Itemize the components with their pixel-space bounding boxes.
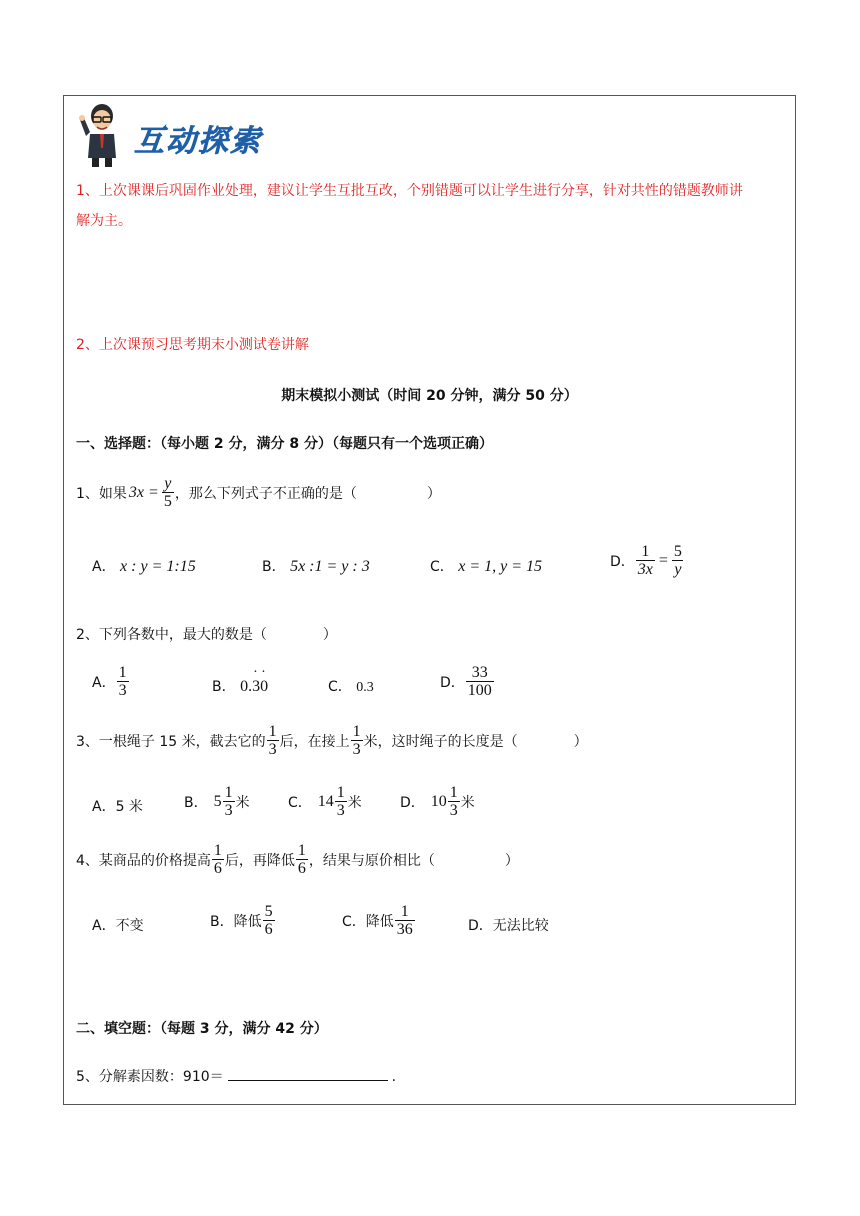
q2-b-label: B． — [212, 679, 236, 695]
q2-a-den: 3 — [118, 682, 127, 699]
section-1-heading: 一、选择题：（每小题 2 分，满分 8 分）（每题只有一个选项正确） — [76, 436, 493, 452]
q4-d-label: D． — [468, 918, 493, 934]
q3-c-frac — [335, 784, 347, 819]
q3-frac-1 — [267, 723, 279, 758]
note-1-line-2: 解为主。 — [76, 213, 132, 229]
q2-d-label: D． — [440, 674, 465, 691]
page-frame — [63, 95, 796, 1105]
q1-option-d — [610, 543, 685, 578]
q1-option-c — [430, 556, 542, 576]
note-1-line-1: 1、上次课课后巩固作业处理，建议让学生互批互改，个别错题可以让学生进行分享，针对共性的错题教师讲 — [76, 183, 743, 199]
q2-b-digit-2: · 0 — [260, 678, 268, 695]
q5-answer-blank[interactable] — [228, 1066, 388, 1081]
q1-d-label: D． — [610, 553, 635, 570]
q4-part-1: 4、某商品的价格提高 — [76, 852, 211, 869]
q4-b-den: 6 — [264, 921, 273, 938]
q4-c-den: 36 — [396, 921, 413, 938]
q1-prefix: 1、如果 — [76, 485, 127, 502]
q4-option-b — [210, 903, 276, 938]
q1-b-label: B． — [262, 559, 286, 575]
q3-c-label: C． — [288, 794, 312, 811]
q1-c-text: x = 1, y = 15 — [458, 558, 543, 575]
q1-suffix: ，那么下列式子不正确的是（ ） — [174, 485, 441, 502]
q4-option-d — [468, 915, 549, 935]
q5-stem-text: 5、分解素因数：910＝ — [76, 1069, 224, 1085]
q3-c-den: 3 — [336, 802, 345, 819]
q4-a-text: 不变 — [115, 918, 144, 934]
banner-title: 互动探索 — [134, 124, 262, 159]
q4-a-label: A． — [92, 918, 116, 934]
q1-frac-num: y — [164, 475, 172, 492]
q3-c-num: 1 — [336, 784, 345, 801]
q4-b-frac — [263, 903, 275, 938]
question-2-stem: 2、下列各数中，最大的数是（ ） — [76, 627, 337, 643]
q3-b-unit: 米 — [235, 794, 250, 811]
q4-f2-num: 1 — [297, 842, 306, 859]
q3-option-c — [288, 784, 362, 819]
q3-b-label: B． — [184, 794, 208, 811]
q4-f2-den: 6 — [297, 860, 306, 877]
q3-option-d — [400, 784, 475, 819]
question-5-stem — [76, 1066, 396, 1086]
q3-frac-2 — [351, 723, 363, 758]
q3-f2-den: 3 — [352, 741, 361, 758]
q2-option-a — [92, 664, 130, 699]
section-banner — [76, 100, 276, 166]
q1-d-den-1: 3x — [637, 561, 653, 578]
q4-f1-num: 1 — [213, 842, 222, 859]
q1-d-num-1: 1 — [641, 543, 650, 560]
q1-d-frac-2 — [672, 543, 684, 578]
q4-c-label: C． — [342, 913, 366, 930]
q2-d-den: 100 — [467, 682, 492, 699]
q2-b-pre: 0. — [240, 678, 253, 695]
q4-part-2: 后，再降低 — [224, 852, 295, 869]
q3-a-label: A． — [92, 799, 116, 815]
q4-part-3: ，结果与原价相比（ ） — [308, 852, 519, 869]
q4-b-num: 5 — [264, 903, 273, 920]
q3-option-a — [92, 796, 143, 816]
q4-frac-2 — [296, 842, 308, 877]
q2-b-digit-1: · 3 — [252, 678, 260, 695]
q3-d-unit: 米 — [460, 794, 475, 811]
q3-b-num: 1 — [224, 784, 233, 801]
q1-option-a — [92, 556, 196, 576]
q3-option-b — [184, 784, 250, 819]
q2-option-d — [440, 664, 495, 699]
test-title: 期末模拟小测试（时间 20 分钟，满分 50 分） — [281, 388, 578, 404]
q3-b-frac — [223, 784, 235, 819]
q4-c-frac — [395, 903, 415, 938]
q1-a-label: A． — [92, 559, 116, 575]
q1-c-label: C． — [430, 559, 454, 575]
q3-d-label: D． — [400, 794, 425, 811]
q4-option-c — [342, 903, 416, 938]
question-3-stem — [76, 723, 588, 758]
q3-f1-den: 3 — [268, 741, 277, 758]
q1-fraction — [162, 475, 174, 510]
q3-part-1: 3、一根绳子 15 米，截去它的 — [76, 733, 266, 750]
q1-b-text: 5x :1 = y : 3 — [290, 558, 370, 575]
q1-d-eq: = — [658, 551, 668, 569]
q3-b-whole: 5 — [213, 792, 222, 810]
q5-end: . — [391, 1069, 397, 1085]
q3-f1-num: 1 — [268, 723, 277, 740]
question-4-stem — [76, 842, 519, 877]
note-2: 2、上次课预习思考期末小测试卷讲解 — [76, 337, 309, 353]
q2-option-c — [328, 676, 374, 696]
q2-a-num: 1 — [118, 664, 127, 681]
q1-option-b — [262, 556, 370, 576]
q4-b-label: B． — [210, 913, 234, 930]
q3-d-num: 1 — [449, 784, 458, 801]
q2-d-frac — [466, 664, 494, 699]
q3-part-3: 米，这时绳子的长度是（ ） — [363, 733, 588, 750]
q3-f2-num: 1 — [352, 723, 361, 740]
q2-a-frac — [117, 664, 129, 699]
q3-c-unit: 米 — [347, 794, 362, 811]
q3-d-whole: 10 — [430, 792, 447, 810]
question-1-stem — [76, 475, 441, 510]
q1-d-den-2: y — [674, 561, 682, 578]
teacher-avatar-icon — [76, 100, 128, 168]
q3-d-frac — [448, 784, 460, 819]
q1-expr-left: 3x = — [128, 483, 159, 501]
q1-d-frac-1 — [636, 543, 655, 578]
q2-option-b — [212, 676, 268, 696]
q3-part-2: 后，在接上 — [279, 733, 350, 750]
q3-d-den: 3 — [449, 802, 458, 819]
q4-c-text: 降低 — [365, 913, 394, 930]
q2-c-text: 0.3 — [356, 680, 374, 695]
q2-a-label: A． — [92, 674, 116, 691]
q3-b-den: 3 — [224, 802, 233, 819]
q4-c-num: 1 — [400, 903, 409, 920]
q4-option-a — [92, 915, 144, 935]
q1-d-num-2: 5 — [673, 543, 682, 560]
section-2-heading: 二、填空题：（每题 3 分，满分 42 分） — [76, 1021, 328, 1037]
q2-c-label: C． — [328, 679, 352, 695]
q1-a-text: x : y = 1:15 — [120, 558, 196, 575]
q3-a-text: 5 米 — [115, 799, 143, 815]
q2-d-num: 33 — [471, 664, 488, 681]
q4-b-text: 降低 — [233, 913, 262, 930]
q4-f1-den: 6 — [213, 860, 222, 877]
q3-c-whole: 14 — [317, 792, 334, 810]
q4-frac-1 — [212, 842, 224, 877]
q4-d-text: 无法比较 — [492, 918, 549, 934]
q1-frac-den: 5 — [163, 493, 172, 510]
